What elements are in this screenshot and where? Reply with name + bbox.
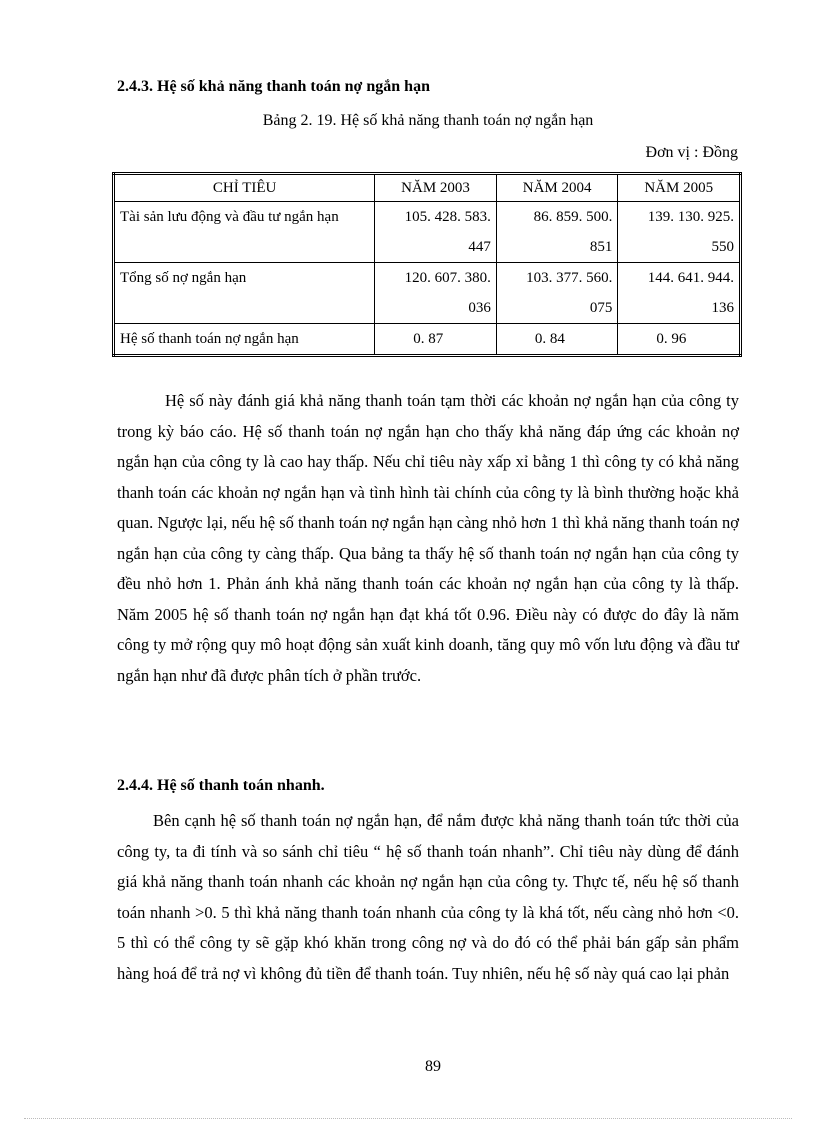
cell-value: 0. 84 [496,324,618,356]
section-heading-2-4-4: 2.4.4. Hệ số thanh toán nhanh. [117,777,325,794]
unit-label: Đơn vị : Đồng [645,144,738,161]
paragraph-quick-ratio: Bên cạnh hệ số thanh toán nợ ngắn hạn, để nắm được khả năng thanh toán tức thời của công ty, ta đi tính và so sánh chỉ tiêu “ hệ số thanh toán nhanh”. Chỉ tiêu này dùng để đánh giá khả năng thanh toán nhanh các khoản nợ ngắn hạn của công ty. Thực tế, nếu hệ số thanh toán nhanh >0. 5 thì khả năng thanh toán nhanh của công ty là khá tốt, nếu càng nhỏ hơn <0. 5 thì có thể công ty sẽ gặp khó khăn trong công nợ và do đó có thể phải bán gấp sản phẩm hàng hoá để trả nợ vì không đủ tiền để thanh toán. Tuy nhiên, nếu hệ số này quá cao lại phản [117,811,739,983]
cell-value: 139. 130. 925. 550 [618,202,741,263]
cell-value: 105. 428. 583. 447 [375,202,497,263]
cell-value: 120. 607. 380. 036 [375,263,497,324]
table-row [114,324,741,356]
cell-value: 144. 641. 944. 136 [618,263,741,324]
paragraph-current-ratio: Hệ số này đánh giá khả năng thanh toán tạm thời các khoản nợ ngắn hạn của công ty trong kỳ báo cáo. Hệ số thanh toán nợ ngắn hạn cho thấy khả năng đáp ứng các khoản nợ ngắn hạn của công ty là cao hay thấp. Nếu chỉ tiêu này xấp xỉ bằng 1 thì công ty có khả năng thanh toán các khoản nợ ngắn hạn và tình hình tài chính của công ty là bình thường hoặc khả quan. Ngược lại, nếu hệ số thanh toán nợ ngắn hạn càng nhỏ hơn 1 thì khả năng thanh toán nợ ngắn hạn của công ty càng thấp. Qua bảng ta thấy hệ số thanh toán nợ ngắn hạn của công ty đều nhỏ hơn 1. Phản ánh khả năng thanh toán các khoản nợ ngắn hạn của công ty là thấp. Năm 2005 hệ số thanh toán nợ ngắn hạn đạt khá tốt 0.96. Điều này có được do đây là năm công ty mở rộng quy mô hoạt động sản xuất kinh doanh, tăng quy mô vốn lưu động và đầu tư ngắn hạn như đã được phân tích ở phần trước. [117,391,739,685]
header-2005: NĂM 2005 [618,174,741,202]
cell-value: 103. 377. 560. 075 [496,263,618,324]
cell-value: 0. 87 [375,324,497,356]
table-header-row [114,174,741,202]
header-criteria: CHỈ TIÊU [114,174,375,202]
footer-divider [24,1118,792,1119]
page-number: 89 [425,1058,441,1075]
row-label: Tài sản lưu động và đầu tư ngắn hạn [114,202,375,263]
section-heading-2-4-3: 2.4.3. Hệ số khả năng thanh toán nợ ngắn hạn [117,78,430,95]
row-label: Tổng số nợ ngắn hạn [114,263,375,324]
cell-value: 0. 96 [618,324,741,356]
header-2004: NĂM 2004 [496,174,618,202]
table-caption: Bảng 2. 19. Hệ số khả năng thanh toán nợ ngắn hạn [262,112,594,129]
cell-value: 86. 859. 500. 851 [496,202,618,263]
table-row [114,202,741,263]
header-2003: NĂM 2003 [375,174,497,202]
liquidity-table [112,172,742,357]
table-row [114,263,741,324]
row-label: Hệ số thanh toán nợ ngắn hạn [114,324,375,356]
